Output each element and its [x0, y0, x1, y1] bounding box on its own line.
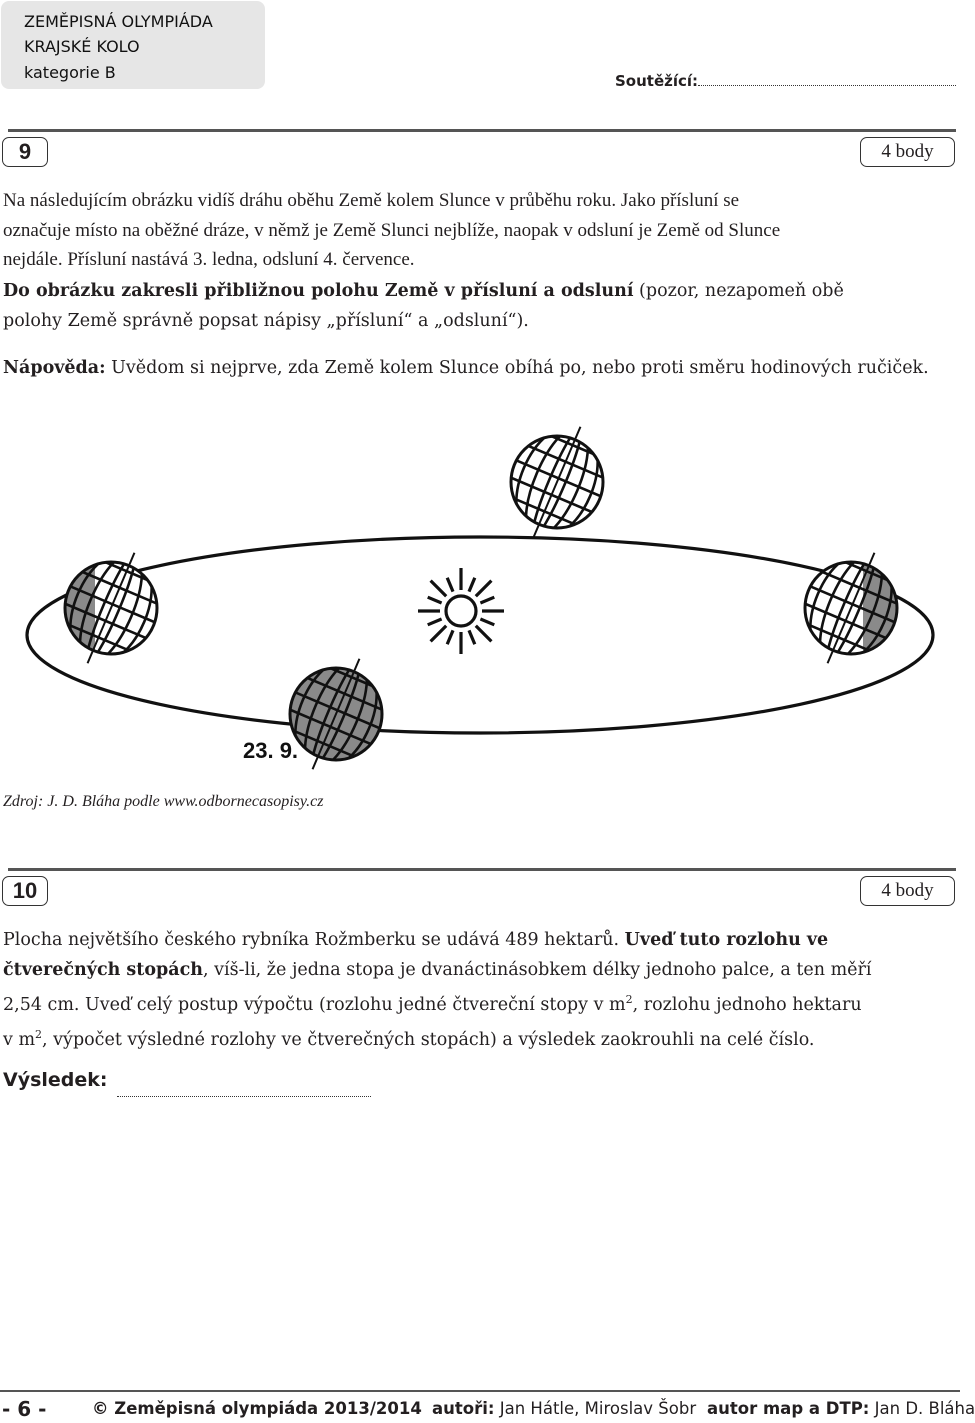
sun-ray — [469, 578, 475, 592]
q10-l4b: , výpočet výsledné rozlohy ve čtverečných stopách) a výsledek zaokrouhli na celé číslo. — [42, 1030, 815, 1051]
result-input-line[interactable] — [117, 1096, 371, 1097]
q9-task-bold: Do obrázku zakresli přibližnou polohu Země v přísluní a odsluní — [3, 281, 634, 301]
footer-dtp-label: autor map a DTP: — [707, 1399, 870, 1418]
sun-ray — [480, 619, 494, 625]
q10-l4sup: 2 — [35, 1028, 43, 1042]
sun-ray — [431, 581, 447, 597]
q10-number: 10 — [2, 876, 48, 906]
sun-ray — [428, 619, 442, 625]
footer-authors-label: autoři: — [432, 1399, 495, 1418]
q10-rule — [8, 868, 956, 871]
date-label: 23. 9. — [243, 738, 299, 763]
result-label: Výsledek: — [3, 1069, 108, 1091]
contestant-blank[interactable] — [698, 75, 956, 86]
sun-ray — [476, 626, 492, 642]
q9-hint — [3, 354, 958, 384]
q9-points: 4 body — [860, 137, 955, 167]
contestant-field — [615, 72, 956, 90]
q10-text — [3, 926, 958, 1056]
q9-number: 9 — [2, 137, 48, 167]
orbit-path — [27, 537, 933, 733]
q9-hint-label: Nápověda: — [3, 358, 106, 378]
header-title: ZEMĚPISNÁ OLYMPIÁDA — [24, 12, 213, 31]
sun-ray — [469, 630, 475, 644]
globe-icon — [772, 529, 929, 686]
footer-dtp: Jan D. Bláha — [869, 1399, 975, 1418]
q10-l1a: Plocha největšího českého rybníka Rožmberku se udává 489 hektarů. — [3, 930, 625, 950]
q10-points: 4 body — [860, 876, 955, 906]
footer-rule — [0, 1390, 960, 1392]
sun-ray — [480, 597, 494, 603]
q9-task — [3, 277, 958, 336]
orbit-figure[interactable] — [0, 440, 960, 790]
q10-l2a: čtverečných stopách — [3, 959, 203, 980]
sun-ray — [447, 578, 453, 592]
footer-authors: Jan Hátle, Miroslav Šobr — [494, 1399, 697, 1418]
header-category: kategorie B — [24, 63, 116, 82]
q10-l3b: , rozlohu jednoho hektaru — [632, 994, 862, 1015]
q9-line: označuje místo na oběžné dráze, v němž je Země Slunci nejblíže, naopak v odsluní je Země od Slunce — [3, 219, 781, 241]
sun-ray — [476, 581, 492, 597]
contestant-label: Soutěžící: — [615, 72, 699, 90]
q10-l3a: 2,54 cm. Uveď celý postup výpočtu (rozlohu jedné čtvereční stopy v m — [3, 994, 626, 1015]
q10-l3sup: 2 — [625, 993, 633, 1006]
q10-l1b: Uveď tuto rozlohu ve — [624, 930, 829, 950]
sun-ray — [428, 597, 442, 603]
page-number: - 6 - — [2, 1397, 47, 1421]
sun-icon — [418, 568, 504, 654]
q10-l4a: v m — [3, 1030, 36, 1051]
globe-icon — [257, 635, 414, 792]
q9-task-line2: polohy Země správně popsat nápisy „přísluní“ a „odsluní“). — [3, 310, 529, 331]
sun-ray — [431, 626, 447, 642]
q9-task-rest: (pozor, nezapomeň obě — [633, 281, 844, 301]
q9-line: Na následujícím obrázku vidíš dráhu oběhu Země kolem Slunce v průběhu roku. Jako přísluní se — [3, 190, 740, 211]
q9-line: nejdále. Přísluní nastává 3. ledna, odsluní 4. července. — [3, 249, 415, 270]
q9-text — [3, 186, 958, 275]
footer-copyright: © Zeměpisná olympiáda 2013/2014 — [92, 1399, 422, 1418]
sun-ray — [447, 630, 453, 644]
q10-l2b: , víš-li, že jedna stopa je dvanáctinásobkem délky jednoho palce, a ten měří — [202, 959, 872, 980]
figure-source: Zdroj: J. D. Bláha podle www.odbornecasopisy.cz — [3, 793, 324, 810]
q9-hint-text: Uvědom si nejprve, zda Země kolem Slunce obíhá po, nebo proti směru hodinových ručiček. — [105, 358, 929, 378]
globe-icon — [32, 529, 189, 686]
q9-rule — [8, 129, 956, 132]
header-round: KRAJSKÉ KOLO — [24, 37, 140, 56]
